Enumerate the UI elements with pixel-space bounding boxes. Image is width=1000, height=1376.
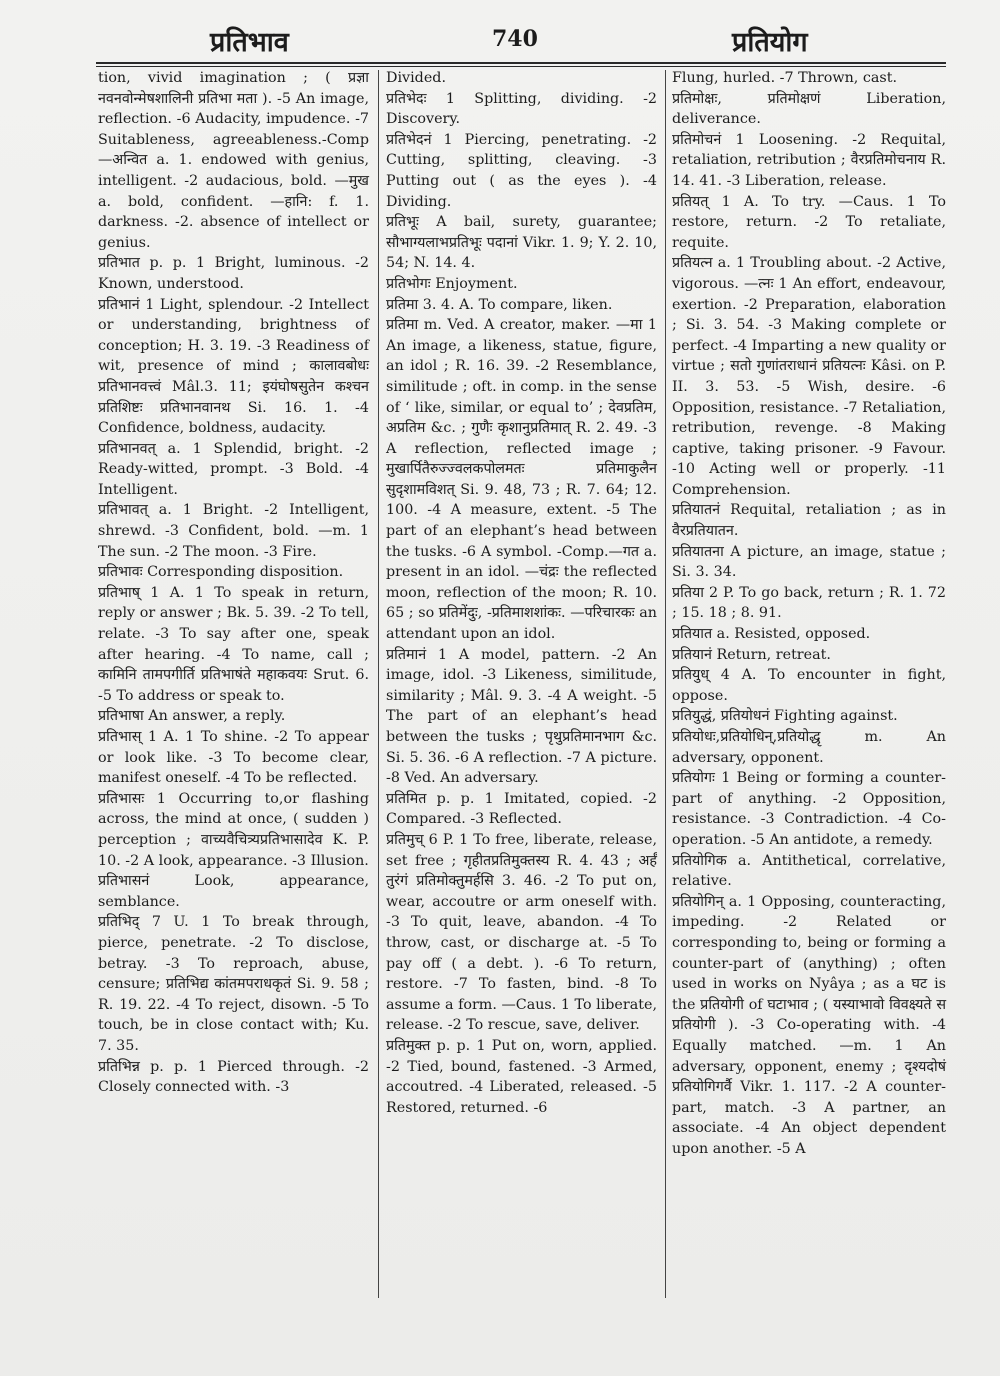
dictionary-entry: प्रतिभानं 1 Light, splendour. -2 Intellect or understanding, brightness of conception; H. 3. 19. -3 Readiness of wit, presence of mind ; कालावबोधः प्रतिभानवत्त्वं Mâl.3. 11; इयंघोषसुतेन कश्चन प्रतिशिष्टः प्रतिभानवानथ Si. 16. 1. -4 Confidence, boldness, audacity. (98, 296, 369, 437)
dictionary-entry: प्रतिभाष् 1 A. 1 To speak in return, reply or answer ; Bk. 5. 39. -2 To tell, relate. -3 To say after one, speak after hearing. -4 To name, call ; कामिनि तामपगीर्ति प्रतिभाषंते महाकवयः Srut. 6. -5 To address or speak to. (98, 584, 369, 704)
dictionary-entry: प्रतिमा 3. 4. A. To compare, liken. (386, 296, 613, 313)
page-number: 740 (492, 26, 538, 52)
dictionary-entry: प्रतियुद्धं, प्रतियोधनं Fighting against. (672, 708, 898, 725)
dictionary-entry: प्रतिमुक्त p. p. 1 Put on, worn, applied. -2 Tied, bound, fastened. -3 Armed, accoutred. -4 Liberated, released. -5 Restored, returned. -6 (386, 1037, 657, 1116)
dictionary-entry: प्रतियोधः,प्रतियोधिन्,प्रतियोद्धृ m. An adversary, opponent. (672, 729, 946, 766)
column-divider-1 (378, 70, 379, 1298)
header-right-guideword: प्रतियोग (732, 27, 808, 58)
dictionary-entry: tion, vivid imagination ; ( प्रज्ञा नवनवोन्मेषशालिनी प्रतिभा मता ). -5 An image, reflection. -6 Audacity, impudence. -7 Suitableness, agreeableness.-Comp —अन्वित a. 1. endowed with genius, intelligent. -2 audacious, bold. —मुख a. bold, confident. —हानि: f. 1. darkness. -2. absence of intellect or genius. (98, 70, 369, 251)
dictionary-entry: प्रतिभावत् a. 1 Bright. -2 Intelligent, shrewd. -3 Confident, bold. —m. 1 The sun. -2 The moon. -3 Fire. (98, 502, 369, 560)
header-left-guideword: प्रतिभाव (210, 27, 289, 58)
dictionary-entry: प्रतिभावः Corresponding disposition. (98, 564, 344, 581)
dictionary-entry: प्रतिमित p. p. 1 Imitated, copied. -2 Compared. -3 Reflected. (386, 790, 657, 828)
dictionary-entry: प्रतिमा m. Ved. A creator, maker. —मा 1 An image, a likeness, statue, figure, an idol ; R. 16. 39. -2 Resemblance, similitude ; oft. in comp. in the sense of ‘ like, similar, or equal to’ ; देवप्रतिम, अप्रतिम &c. ; गुणैः कृशानुप्रतिमात् R. 2. 49. -3 A reflection, reflected image ; मुखार्पितैरुज्ज्वलकपोलमतः प्रतिमाकुलैन सुदृशामविशत् Si. 9. 48, 73 ; R. 7. 64; 12. 100. -4 A measure, extent. -5 The part of an elephant’s head between the tusks. -6 A symbol. -Comp.—गत a. present in an idol. —चंद्रः the reflected moon, reflection of the moon; R. 10. 65 ; so प्रतिमेंदुः, -प्रतिमाशशांकः. —परिचारकः an attendant upon an idol. (386, 317, 657, 643)
header-rule-thin (96, 66, 946, 67)
dictionary-entry: प्रतिभानवत् a. 1 Splendid, bright. -2 Ready-witted, prompt. -3 Bold. -4 Intelligent. (98, 440, 369, 498)
page-header (60, 18, 940, 62)
dictionary-entry: प्रतिभिद् 7 U. 1 To break through, pierce, penetrate. -2 To disclose, betray. -3 To reproach, abuse, censure; प्रतिभिद्य कांतमपराधकृतं Si. 9. 58 ; R. 19. 22. -4 To reject, disown. -5 To touch, be in close contact with; Ku. 7. 35. (98, 914, 369, 1054)
dictionary-entry: प्रतियत् 1 A. To try. —Caus. 1 To restore, return. -2 To retaliate, requite. (672, 193, 946, 251)
dictionary-entry: प्रतिभूः A bail, surety, guarantee; सौभाग्यलाभप्रतिभूः पदानां Vikr. 1. 9; Y. 2. 10, 54; N. 14. 4. (386, 214, 657, 272)
dictionary-entry: प्रतियत्न a. 1 Troubling about. -2 Active, vigorous. —त्नः 1 An effort, endeavour, exertion. -2 Preparation, elaboration ; Si. 3. 54. -3 Making complete or perfect. -4 Imparting a new quality or virtue ; सतो गुणांतराधानं प्रतियत्नः Kâsi. on P. II. 3. 53. -5 Wish, desire. -6 Opposition, resistance. -7 Retaliation, retribution, revenge. -8 Making captive, taking prisoner. -9 Favour. -10 Acting well or properly. -11 Comprehension. (672, 255, 946, 498)
dictionary-entry: प्रतिमुच् 6 P. 1 To free, liberate, release, set free ; गृहीतप्रतिमुक्तस्य R. 4. 43 ; अर्हं तुरंगं प्रतिमोक्तुमर्हसि 3. 46. -2 To put on, wear, accoutre or arm oneself with. -3 To quit, leave, abandon. -4 To throw, cast, or discharge at. -5 To pay off ( a debt. ). -6 To return, restore. -7 To fasten, bind. -8 To assume a form. —Caus. 1 To liberate, release. -2 To rescue, save, deliver. (386, 831, 657, 1034)
dictionary-entry: प्रतिमानं 1 A model, pattern. -2 An image, idol. -3 Likeness, similitude, similarity ; Mâl. 9. 3. -4 A weight. -5 The part of an elephant’s head between the tusks ; पृथुप्रतिमानभाग &c. Si. 5. 36. -6 A reflection. -7 A picture. -8 Ved. An adversary. (386, 646, 657, 787)
dictionary-entry: प्रतियानं Return, retreat. (672, 646, 831, 663)
dictionary-entry: प्रतिभात p. p. 1 Bright, luminous. -2 Known, understood. (98, 255, 369, 292)
dictionary-entry: प्रतिभाषा An answer, a reply. (98, 708, 286, 725)
dictionary-entry: प्रतिभासः 1 Occurring to,or flashing across, the mind at once, ( sudden ) perception ; वाच्यवैचित्र्यप्रतिभासादेव K. P. 10. -2 A look, appearance. -3 Illusion. (98, 790, 369, 869)
dictionary-entry: प्रतिभिन्न p. p. 1 Pierced through. -2 Closely connected with. -3 (98, 1058, 369, 1096)
dictionary-entry: Flung, hurled. -7 Thrown, cast. (672, 70, 898, 86)
column-1 (98, 68, 369, 1098)
dictionary-entry: प्रतिमोचनं 1 Loosening. -2 Requital, retaliation, retribution ; वैरप्रतिमोचनाय R. 14. 41. -3 Liberation, release. (672, 131, 946, 189)
header-rule (96, 62, 946, 64)
dictionary-entry: Divided. (386, 70, 446, 86)
dictionary-entry: प्रतियोगिन् a. 1 Opposing, counteracting, impeding. -2 Related or corresponding to, being or forming a counter-part of (anything) ; often used in works on Nyâya ; as a घट is the प्रतियोगी of घटाभाव ; ( यस्याभावो विवक्ष्यते स प्रतियोगी ). -3 Co-operating with. -4 Equally matched. —m. 1 An adversary, opponent, enemy ; दृश्यदोषं प्रतियोगिगर्वै Vikr. 1. 117. -2 A counter-part, match. -3 A partner, an associate. -4 An object dependent upon another. -5 A (672, 893, 946, 1157)
column-divider-2 (665, 70, 666, 1298)
dictionary-entry: प्रतिभास् 1 A. 1 To shine. -2 To appear or look like. -3 To become clear, manifest oneself. -4 To be reflected. (98, 729, 369, 787)
dictionary-entry: प्रतिभासनं Look, appearance, semblance. (98, 873, 369, 910)
column-3 (672, 68, 946, 1159)
column-2 (386, 68, 657, 1118)
dictionary-entry: प्रतियुध् 4 A. To encounter in fight, oppose. (672, 667, 946, 704)
dictionary-entry: प्रतियातना A picture, an image, statue ; Si. 3. 34. (672, 543, 946, 581)
dictionary-entry: प्रतिभेदः 1 Splitting, dividing. -2 Discovery. (386, 90, 657, 128)
dictionary-entry: प्रतिभोगः Enjoyment. (386, 275, 518, 292)
dictionary-entry: प्रतियातनं Requital, retaliation ; as in वैरप्रतियातन. (672, 502, 946, 540)
dictionary-entry: प्रतिभेदनं 1 Piercing, penetrating. -2 Cutting, splitting, cleaving. -3 Putting out ( as the eyes ). -4 Dividing. (386, 131, 657, 210)
dictionary-entry: प्रतिया 2 P. To go back, return ; R. 1. 72 ; 15. 18 ; 8. 91. (672, 584, 946, 622)
dictionary-entry: प्रतिमोक्षः, प्रतिमोक्षणं Liberation, deliverance. (672, 90, 946, 128)
dictionary-entry: प्रतियोगः 1 Being or forming a counter-part of anything. -2 Opposition, resistance. -3 Contradiction. -4 Co-operation. -5 An antidote, a remedy. (672, 770, 946, 848)
dictionary-entry: प्रतियात a. Resisted, opposed. (672, 626, 871, 643)
dictionary-entry: प्रतियोगिक a. Antithetical, correlative, relative. (672, 852, 946, 890)
